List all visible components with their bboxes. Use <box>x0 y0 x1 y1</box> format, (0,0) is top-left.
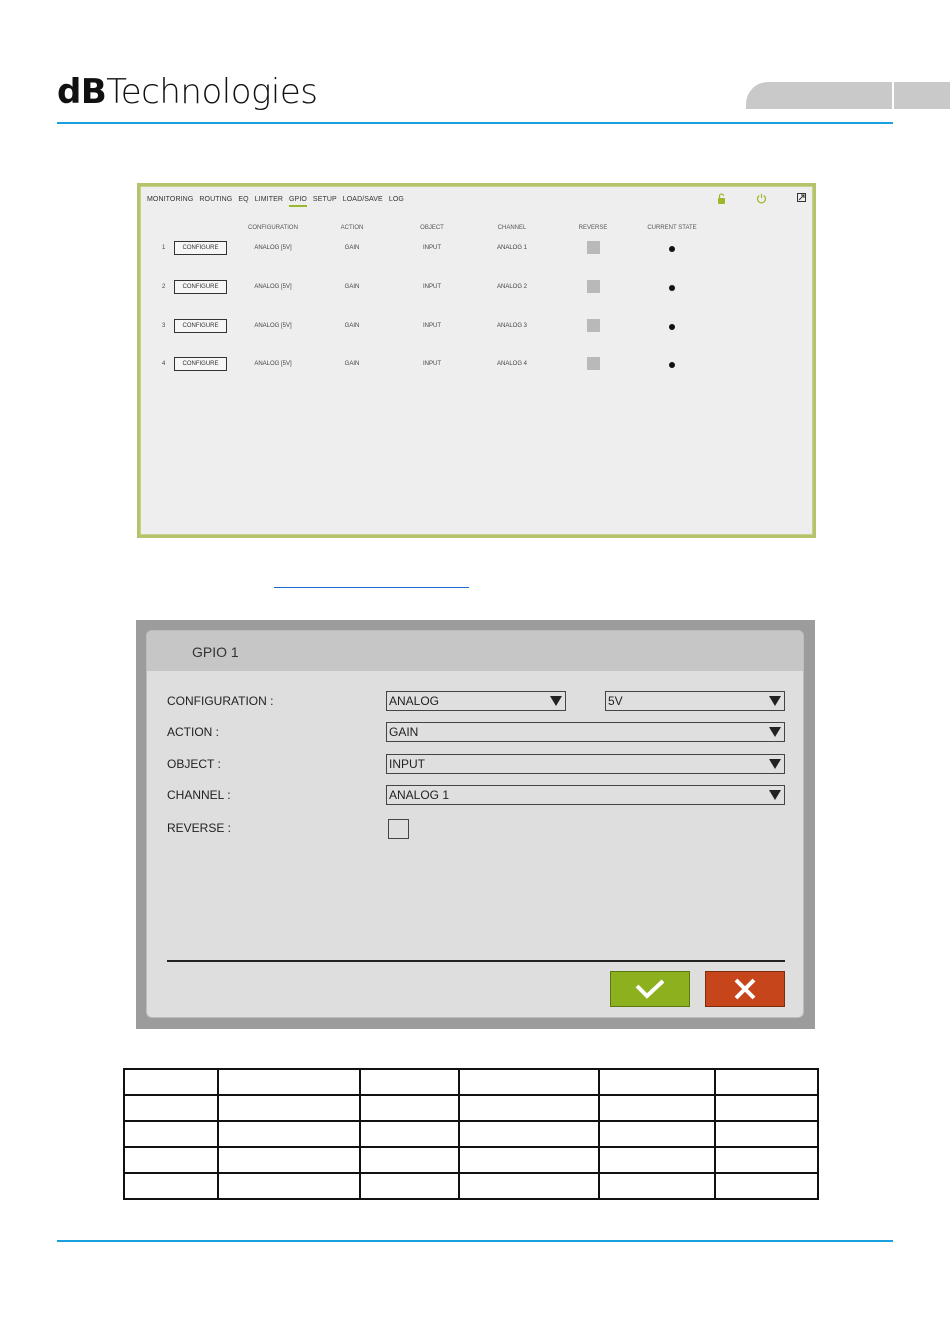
menu-item-monitoring[interactable]: MONITORING <box>147 196 194 203</box>
state-indicator-3 <box>669 324 675 330</box>
footer-rule <box>57 1240 893 1242</box>
menu-item-eq[interactable]: EQ <box>238 196 249 203</box>
row-action: GAIN <box>344 323 360 329</box>
check-icon <box>634 978 666 1000</box>
menu-item-routing[interactable]: ROUTING <box>199 196 233 203</box>
row-action: GAIN <box>344 284 360 290</box>
row-channel: ANALOG 1 <box>496 245 527 251</box>
dialog-header <box>147 631 803 671</box>
dialog-title: GPIO 1 <box>192 644 239 660</box>
menu-item-log[interactable]: LOG <box>388 196 404 203</box>
channel-select[interactable]: ANALOG 1 <box>386 785 785 805</box>
row-channel: ANALOG 4 <box>496 361 527 367</box>
menu-item-setup[interactable]: SETUP <box>312 196 337 203</box>
dropdown-arrow-icon <box>769 790 781 800</box>
row-configuration: ANALOG [5V] <box>254 361 292 367</box>
page-corner-tab <box>746 82 950 109</box>
configuration-type-select[interactable]: ANALOG <box>386 691 566 711</box>
configure-button-4[interactable]: CONFIGURE <box>174 357 227 371</box>
state-indicator-1 <box>669 246 675 252</box>
dropdown-arrow-icon <box>769 727 781 737</box>
configure-button-1[interactable]: CONFIGURE <box>174 241 227 255</box>
row-action: GAIN <box>344 245 360 251</box>
gpio-dialog-screenshot <box>136 620 815 1029</box>
col-object: OBJECT <box>420 225 444 231</box>
row-number: 1 <box>162 245 166 251</box>
row-number: 4 <box>162 361 166 367</box>
row-action: GAIN <box>344 361 360 367</box>
channel-label: CHANNEL : <box>167 788 231 802</box>
brand-logo: dBTechnologies <box>57 72 318 112</box>
action-select[interactable]: GAIN <box>386 722 785 742</box>
reverse-checkbox-4[interactable] <box>587 357 600 370</box>
row-number: 2 <box>162 284 166 290</box>
power-icon[interactable] <box>756 193 767 207</box>
table-row <box>124 1095 818 1121</box>
row-channel: ANALOG 2 <box>496 284 527 290</box>
action-label: ACTION : <box>167 725 220 739</box>
lock-icon[interactable] <box>717 193 726 207</box>
col-current-state: CURRENT STATE <box>647 225 697 231</box>
col-configuration: CONFIGURATION <box>248 225 298 231</box>
object-select[interactable]: INPUT <box>386 754 785 774</box>
gpio-config-dialog <box>146 630 804 1018</box>
menu-item-gpio[interactable]: GPIO <box>289 196 307 207</box>
close-icon <box>733 977 757 1001</box>
gpio-overview-screenshot <box>137 183 816 538</box>
dropdown-arrow-icon <box>769 759 781 769</box>
dropdown-arrow-icon <box>769 696 781 706</box>
col-action: ACTION <box>340 225 364 231</box>
table-row <box>124 1121 818 1147</box>
header-rule <box>57 122 893 124</box>
resize-icon[interactable] <box>797 193 806 204</box>
reverse-checkbox-2[interactable] <box>587 280 600 293</box>
row-channel: ANALOG 3 <box>496 323 527 329</box>
row-configuration: ANALOG [5V] <box>254 245 292 251</box>
table-row <box>124 1069 818 1095</box>
table-row <box>124 1147 818 1173</box>
row-configuration: ANALOG [5V] <box>254 323 292 329</box>
top-menu <box>147 196 404 207</box>
dropdown-arrow-icon <box>550 696 562 706</box>
table-row <box>124 1173 818 1199</box>
configuration-label: CONFIGURATION : <box>167 694 274 708</box>
cancel-button[interactable] <box>705 971 785 1007</box>
row-object: INPUT <box>423 284 441 290</box>
dialog-divider <box>167 960 785 962</box>
state-indicator-4 <box>669 362 675 368</box>
row-object: INPUT <box>423 361 441 367</box>
col-channel: CHANNEL <box>497 225 527 231</box>
reverse-checkbox[interactable] <box>388 819 409 839</box>
configuration-voltage-select[interactable]: 5V <box>605 691 785 711</box>
configure-button-3[interactable]: CONFIGURE <box>174 319 227 333</box>
configure-button-2[interactable]: CONFIGURE <box>174 280 227 294</box>
reference-link[interactable] <box>274 573 469 588</box>
object-label: OBJECT : <box>167 757 221 771</box>
reverse-checkbox-3[interactable] <box>587 319 600 332</box>
empty-table <box>123 1068 819 1200</box>
menu-item-limiter[interactable]: LIMITER <box>254 196 284 203</box>
reverse-label: REVERSE : <box>167 821 232 835</box>
row-object: INPUT <box>423 323 441 329</box>
row-object: INPUT <box>423 245 441 251</box>
confirm-button[interactable] <box>610 971 690 1007</box>
state-indicator-2 <box>669 285 675 291</box>
menu-item-load-save[interactable]: LOAD/SAVE <box>342 196 383 203</box>
reverse-checkbox-1[interactable] <box>587 241 600 254</box>
row-configuration: ANALOG [5V] <box>254 284 292 290</box>
col-reverse: REVERSE <box>578 225 608 231</box>
row-number: 3 <box>162 323 166 329</box>
